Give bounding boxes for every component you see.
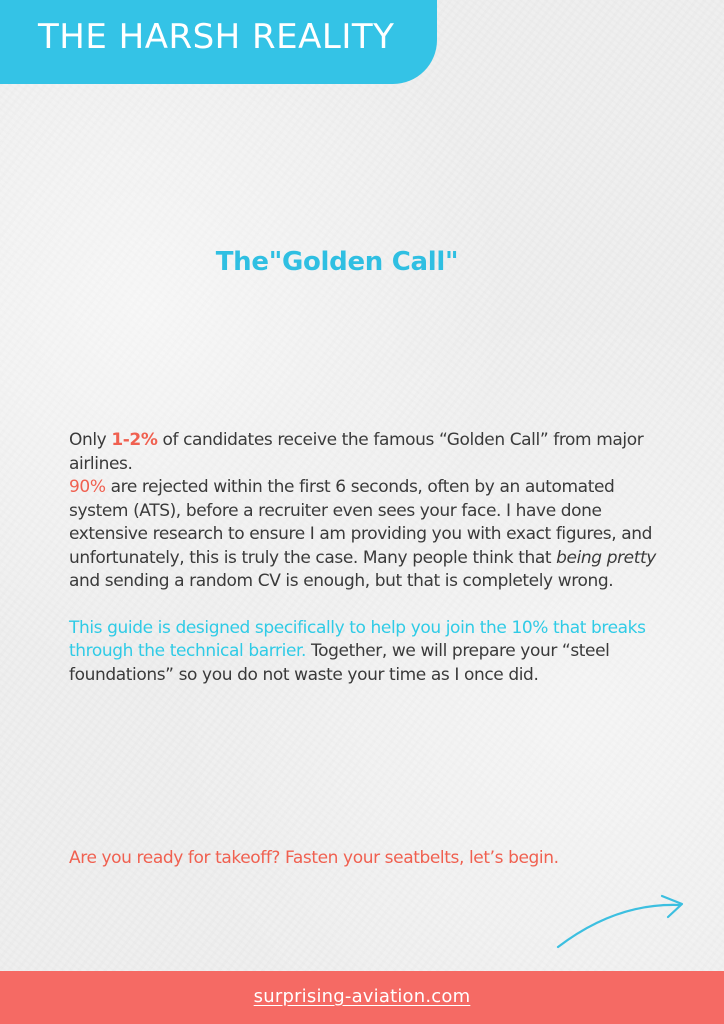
curved-arrow-icon	[552, 893, 692, 953]
body-text	[69, 429, 657, 687]
stat-rejection-rate: 90%	[69, 477, 106, 497]
emphasis-text: being pretty	[556, 547, 656, 568]
header-title: THE HARSH REALITY	[38, 17, 395, 57]
stat-golden-call-rate: 1-2%	[111, 430, 158, 450]
header-banner	[0, 0, 437, 84]
paragraph-gap	[69, 594, 657, 617]
website-link[interactable]: surprising-aviation.com	[253, 986, 471, 1007]
call-to-action: Are you ready for takeoff? Fasten your seatbelts, let’s begin.	[69, 848, 559, 868]
rejection-text: are rejected within the first 6 seconds, often by an automated system (ATS), before a recruiter even sees your face. I have done extensive research to ensure I am providing you with exact figures, and unfortunately, this is truly the case. Many people think that	[69, 477, 653, 568]
rejection-text-end: and sending a random CV is enough, but that is completely wrong.	[69, 571, 614, 591]
guide-highlight: This guide is designed specifically to help you join the 10% that breaks through the technical barrier.	[69, 617, 646, 661]
paragraph-intro	[69, 429, 657, 476]
paragraph-guide	[69, 617, 657, 688]
footer-bar	[0, 971, 724, 1024]
intro-text-start: Only	[69, 430, 112, 450]
paragraph-rejection	[69, 476, 657, 594]
intro-text-end: of candidates receive the famous “Golden Call” from major airlines.	[69, 430, 644, 474]
page-heading: The"Golden Call"	[215, 247, 459, 277]
guide-text: Together, we will prepare your “steel foundations” so you do not waste your time as I once did.	[69, 641, 610, 685]
